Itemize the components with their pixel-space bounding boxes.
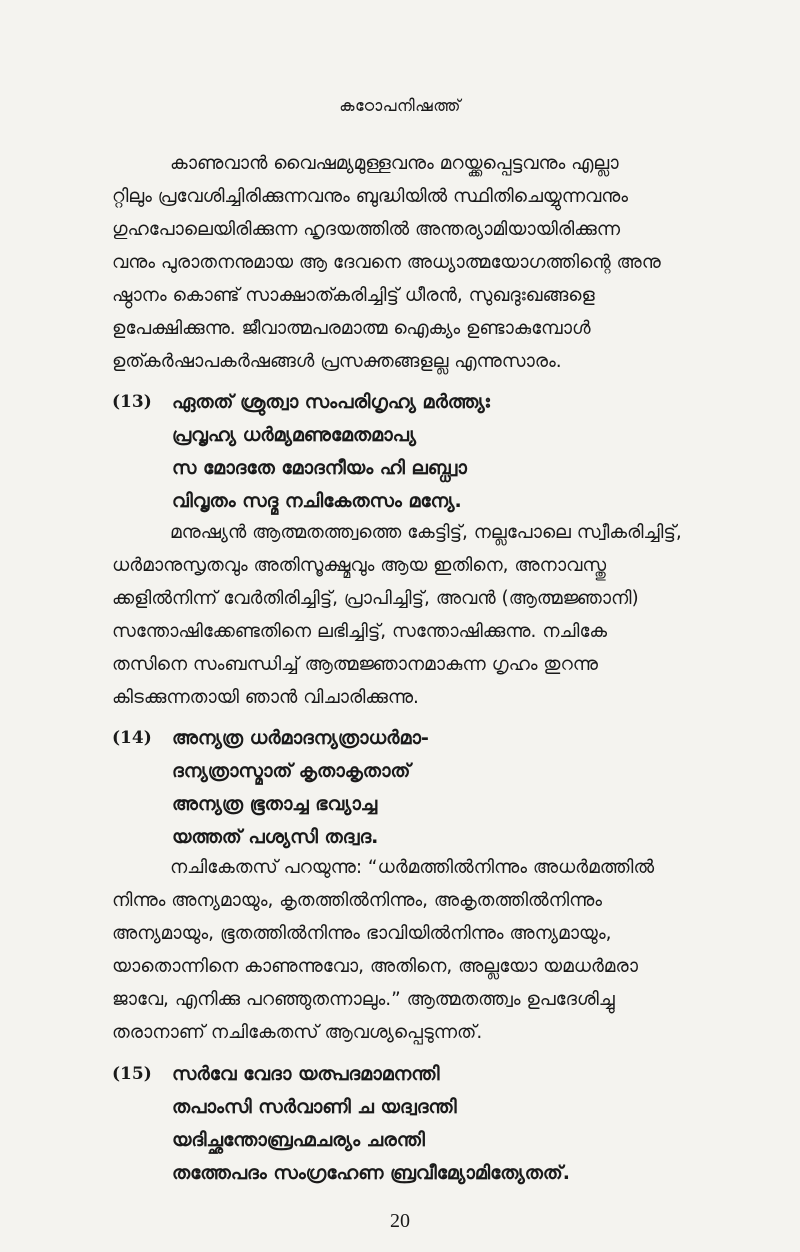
verse-line: വിവൃതം സദ്മ നചികേതസം മന്യേ.: [172, 490, 462, 512]
running-header: കഠോപനിഷത്ത്: [339, 96, 461, 115]
verse-13: [112, 386, 752, 518]
text-line: ധർമാനുസൃതവും അതിസൂക്ഷ്മവും ആയ ഇതിനെ, അനാവസ്തു: [112, 555, 607, 576]
verse-line: ദന്യത്രാസ്മാത് കൃതാകൃതാത്: [172, 760, 411, 782]
verse-line: തത്തേപദം സംഗ്രഹേണ ബ്രവീമ്യോമിത്യേതത്.: [172, 1162, 570, 1184]
text-line: ഗുഹപോലെയിരിക്കുന്ന ഹൃദയത്തിൽ അന്തര്യാമിയായിരിക്കുന്ന: [112, 219, 621, 240]
verse-line: സർവേ വേദാ യത്പദമാമനന്തി: [172, 1063, 440, 1085]
verse-line: യത്തത് പശ്യസി തദ്വദ.: [172, 826, 379, 848]
text-line: ഷ്ഠാനം കൊണ്ട് സാക്ഷാത്കരിച്ചിട്ട് ധീരൻ, സുഖദുഃഖങ്ങളെ: [112, 285, 595, 306]
page-number: 20: [390, 1210, 410, 1232]
verse-line: അന്യത്ര ധർമാദന്യത്രാധർമാ-: [172, 727, 429, 749]
verse-line: പ്രവൃഹ്യ ധർമ്യമണുമേതമാപ്യ: [172, 424, 417, 446]
text-line: നിന്നും അന്യമായും, കൃതത്തിൽനിന്നും, അകൃതത്തിൽനിന്നും: [112, 890, 603, 911]
text-line: ഉത്കർഷാപകർഷങ്ങൾ പ്രസക്തങ്ങളല്ല എന്നുസാരം.: [112, 351, 562, 372]
verse-number: (13): [112, 392, 152, 412]
commentary-paragraph-3: [112, 851, 744, 1049]
verse-number: (15): [112, 1064, 152, 1084]
text-line: ക്കളിൽനിന്ന് വേർതിരിച്ചിട്ട്, പ്രാപിച്ചിട്ട്, അവൻ (ആത്മജ്ഞാനി): [112, 588, 639, 609]
text-line: കിടക്കുന്നതായി ഞാൻ വിചാരിക്കുന്നു.: [112, 687, 419, 708]
verse-line: തപാംസി സർവാണി ച യദ്വദന്തി: [172, 1096, 457, 1118]
text-line: തസിനെ സംബന്ധിച്ച് ആത്മജ്ഞാനമാകുന്ന ഗൃഹം തുറന്നു: [112, 654, 598, 675]
text-line: ജാവേ, എനിക്കു പറഞ്ഞുതന്നാലും.” ആത്മതത്ത്വം ഉപദേശിച്ചു: [112, 989, 615, 1010]
commentary-paragraph-1: [112, 147, 744, 378]
verse-line: ഏതത് ശ്രുത്വാ സംപരിഗൃഹ്യ മർത്ത്യഃ: [172, 391, 490, 413]
verse-14: [112, 722, 752, 854]
verse-line: യദിച്ഛന്തോബ്രഹ്മചര്യം ചരന്തി: [172, 1129, 425, 1151]
verse-number: (14): [112, 728, 152, 748]
text-line: ഉപേക്ഷിക്കുന്നു. ജീവാത്മപരമാത്മ ഐക്യം ഉണ്ടാകുമ്പോൾ: [112, 318, 591, 339]
text-line: വനും പുരാതനനുമായ ആ ദേവനെ അധ്യാത്മയോഗത്തിന്റെ അനു: [112, 252, 661, 273]
text-line: മനുഷ്യൻ ആത്മതത്ത്വത്തെ കേട്ടിട്ട്, നല്ലപോലെ സ്വീകരിച്ചിട്ട്,: [170, 522, 682, 543]
verse-line: അന്യത്ര ഭൂതാച്ച ഭവ്യാച്ച: [172, 793, 378, 815]
commentary-paragraph-2: [112, 516, 744, 714]
verse-line: സ മോദതേ മോദനീയം ഹി ലബ്ധ്വാ: [172, 457, 467, 479]
text-line: നചികേതസ് പറയുന്നു: “ധർമത്തിൽനിന്നും അധർമത്തിൽ: [170, 857, 655, 878]
text-line: അന്യമായും, ഭൂതത്തിൽനിന്നും ഭാവിയിൽനിന്നും അന്യമായും,: [112, 923, 612, 944]
text-line: കാണുവാൻ വൈഷമ്യമുള്ളവനും മറയ്ക്കപ്പെട്ടവനും എല്ലാ: [170, 153, 619, 174]
text-line: തരാനാണ് നചികേതസ് ആവശ്യപ്പെടുന്നത്.: [112, 1022, 483, 1043]
verse-15: [112, 1058, 752, 1190]
text-line: യാതൊന്നിനെ കാണുന്നുവോ, അതിനെ, അല്ലയോ യമധർമരാ: [112, 956, 639, 977]
text-line: റ്റിലും പ്രവേശിച്ചിരിക്കുന്നവനും ബുദ്ധിയിൽ സ്ഥിതിചെയ്യുന്നവനും: [112, 186, 629, 207]
text-line: സന്തോഷിക്കേണ്ടതിനെ ലഭിച്ചിട്ട്, സന്തോഷിക്കുന്നു. നചികേ: [112, 621, 607, 642]
